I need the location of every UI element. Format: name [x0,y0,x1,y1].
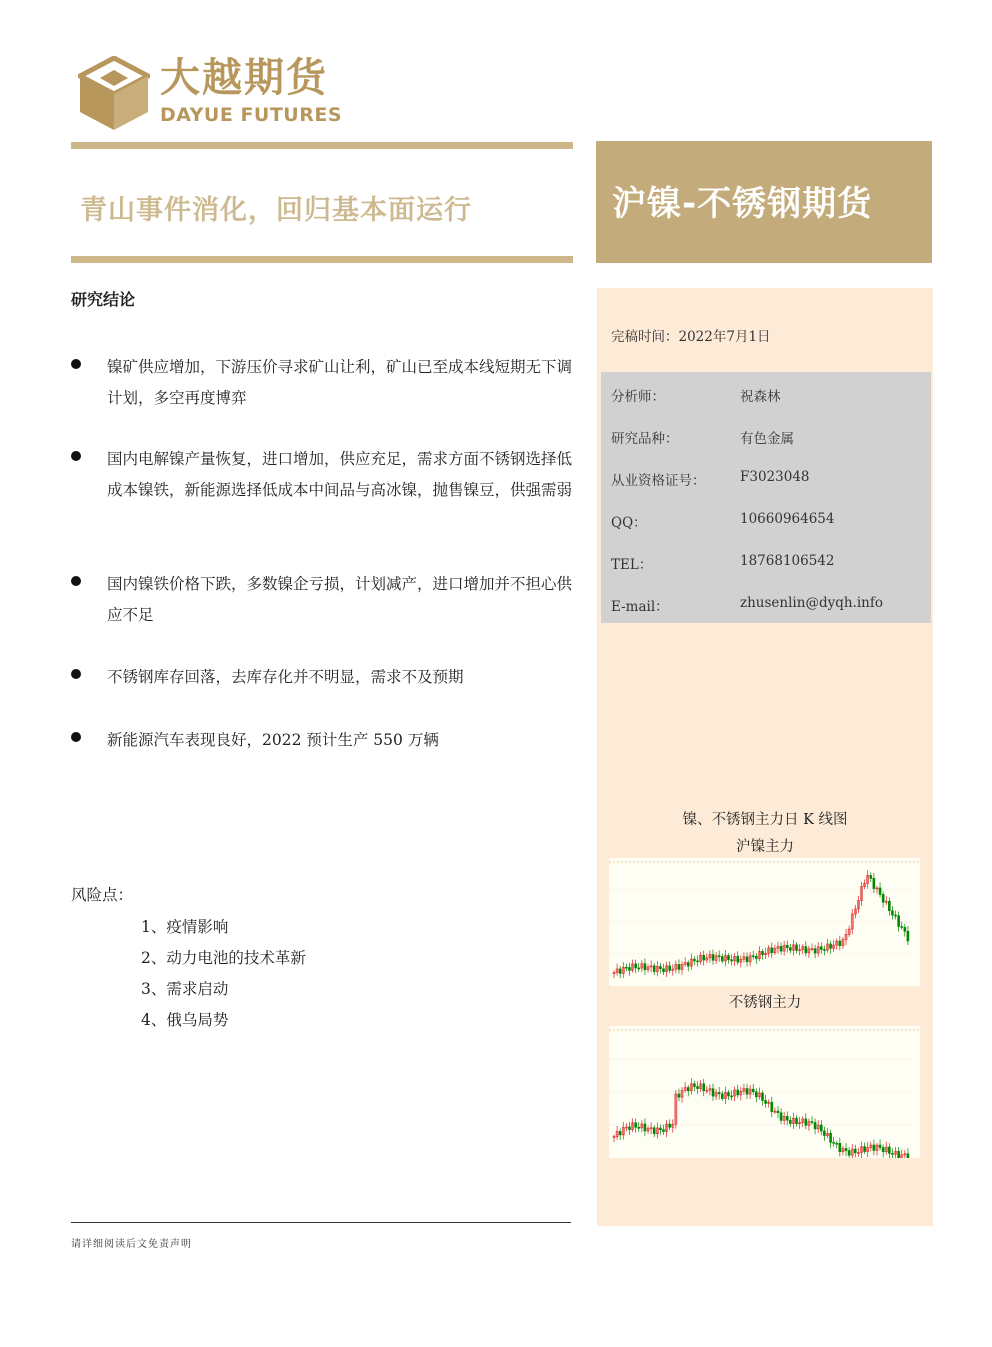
candle-body [848,1151,850,1156]
bullet-icon [71,359,81,369]
info-label-license: 从业资格证号： [611,473,706,489]
bullet-text: 不锈钢库存回落，去库存化并不明显，需求不及预期 [107,668,464,686]
candle-body [659,966,661,968]
candle-body [755,1092,757,1097]
report-headline: 青山事件消化，回归基本面运行 [80,195,472,226]
risk-item: 3、需求启动 [141,980,229,998]
candle-body [823,1131,825,1136]
candle-body [823,950,825,951]
bullet-text: 镍矿供应增加，下游压价寻求矿山让利，矿山已至成本线短期无下调计划，多空再度博弈 [107,358,573,407]
logo-english-text: DAYUE FUTURES [160,104,343,126]
candle-body [904,927,906,931]
candle-body [721,957,723,961]
candle-body [771,1102,773,1111]
candle-body [895,915,897,916]
section-heading: 研究结论 [71,290,136,309]
info-value-tel: 18768106542 [740,553,835,569]
candle-body [780,946,782,951]
bullet-text: 国内镍铁价格下跌，多数镍企亏损，计划减产，进口增加并不担心供应不足 [107,575,573,624]
candle-body [879,888,881,895]
candle-body [625,967,627,968]
candle-body [687,1088,689,1091]
chart1-title: 沪镍主力 [736,839,794,855]
candle-body [718,956,720,957]
candle-body [907,1154,909,1158]
company-logo [78,54,348,134]
list-item [71,662,574,694]
candle-body [845,1148,847,1150]
candle-body [830,1133,832,1142]
candle-body [820,947,822,950]
bullet-icon [71,669,81,679]
list-item [71,352,574,416]
list-item [71,725,574,757]
chart-caption: 镍、不锈钢主力日 K 线图 [682,812,848,828]
bullet-text: 新能源汽车表现良好，2022 预计生产 550 万辆 [107,731,439,749]
candle-body [635,964,637,968]
candle-body [814,949,816,953]
candle-body [703,1084,705,1091]
candle-body [870,875,872,878]
candle-body [697,961,699,962]
candle-body [836,1143,838,1144]
bullet-text: 国内电解镍产量恢复，进口增加，供应充足，需求方面不锈钢选择低成本镍铁，新能源选择低成本中间品与高冰镍，抛售镍豆，供强需弱 [107,450,573,499]
candle-body [644,964,646,970]
candle-body [833,1142,835,1143]
info-label-qq: QQ： [611,515,647,531]
candle-body [891,911,893,915]
candle-body [786,1116,788,1120]
candle-body [638,968,640,969]
candle-body [669,966,671,971]
info-label-category: 研究品种： [611,431,679,447]
analyst-info-box [601,372,931,623]
candle-body [737,1090,739,1095]
candle-body [786,945,788,947]
list-item [71,569,574,633]
info-value-qq: 10660964654 [740,511,835,527]
bullet-icon [71,576,81,586]
candle-body [638,1127,640,1128]
candle-body [864,1147,866,1152]
candle-body [755,956,757,958]
candle-body [703,955,705,960]
candle-body [619,1131,621,1134]
candle-body [628,967,630,970]
candle-body [693,959,695,961]
list-item [71,444,574,540]
candle-body [796,945,798,950]
candle-body [721,1094,723,1099]
candle-body [777,1111,779,1113]
info-value-license: F3023048 [740,469,810,485]
logo-cube-icon [78,56,150,132]
candle-body [663,969,665,972]
candle-body [901,926,903,927]
completion-date: 完稿时间：2022年7月1日 [611,329,771,345]
headline-bottom-rule [71,256,573,263]
candle-body [635,1123,637,1127]
candle-body [746,957,748,962]
candle-body [752,956,754,957]
candle-body [628,1127,630,1130]
candle-body [888,901,890,910]
info-value-category: 有色金属 [740,431,794,447]
candle-body [891,1153,893,1154]
candle-body [653,966,655,972]
candle-body [746,1089,748,1095]
info-value-email: zhusenlin@dyqh.info [740,595,883,611]
candle-body [873,1145,875,1150]
candle-body [907,931,909,941]
candle-body [687,963,689,966]
candle-body [814,1123,816,1129]
bullet-icon [71,732,81,742]
candle-body [762,1093,764,1100]
candle-body [727,956,729,960]
candle-body [882,1148,884,1152]
candle-body [771,948,773,953]
nickel-kline-chart [609,858,920,986]
candle-body [697,1086,699,1088]
candle-body [718,1092,720,1093]
info-label-email: E-mail： [611,599,669,615]
candle-body [678,1094,680,1097]
risk-title: 风险点： [71,886,134,904]
candle-body [789,948,791,951]
info-value-analyst: 祝森林 [740,389,781,405]
candle-body [762,951,764,954]
info-label-analyst: 分析师： [611,389,665,405]
candle-body [752,1089,754,1092]
stainless-kline-chart [609,1026,920,1158]
candle-body [820,1125,822,1131]
candle-body [830,944,832,948]
candle-body [854,1149,856,1153]
candle-body [712,955,714,961]
footer-rule [71,1222,571,1223]
candle-body [898,1151,900,1158]
logo-chinese-text: 大越期货 [160,55,328,101]
bullet-icon [71,451,81,461]
info-label-tel: TEL： [611,557,653,573]
risk-item: 1、疫情影响 [141,918,229,936]
candle-body [879,1145,881,1147]
candle-body [796,1118,798,1123]
candle-body [644,1124,646,1131]
candle-body [789,1120,791,1123]
candle-body [653,1128,655,1134]
risk-item: 4、俄乌局势 [141,1011,229,1029]
headline-top-rule [71,142,573,149]
candle-body [663,1130,665,1132]
candle-body [811,1122,813,1123]
candle-body [737,956,739,962]
product-title: 沪镍-不锈钢期货 [612,184,873,224]
candle-body [693,1084,695,1087]
candle-body [898,916,900,927]
candle-body [882,894,884,902]
candle-body [839,1143,841,1151]
candle-body [888,1147,890,1153]
footer-disclaimer: 请详细阅读后文免责声明 [71,1239,192,1250]
candle-body [765,1100,767,1103]
candle-body [619,969,621,973]
candle-body [659,1128,661,1130]
chart2-title: 不锈钢主力 [728,995,802,1011]
candle-body [731,1096,733,1097]
risk-item: 2、动力电池的技术革新 [141,949,306,967]
candle-body [839,941,841,946]
candle-body [780,1113,782,1121]
candle-body [678,964,680,969]
candle-body [712,1089,714,1096]
candle-body [805,1119,807,1125]
candle-body [805,947,807,953]
candle-body [669,1124,671,1127]
candle-body [873,878,875,888]
candle-body [727,1092,729,1096]
candle-body [731,960,733,961]
